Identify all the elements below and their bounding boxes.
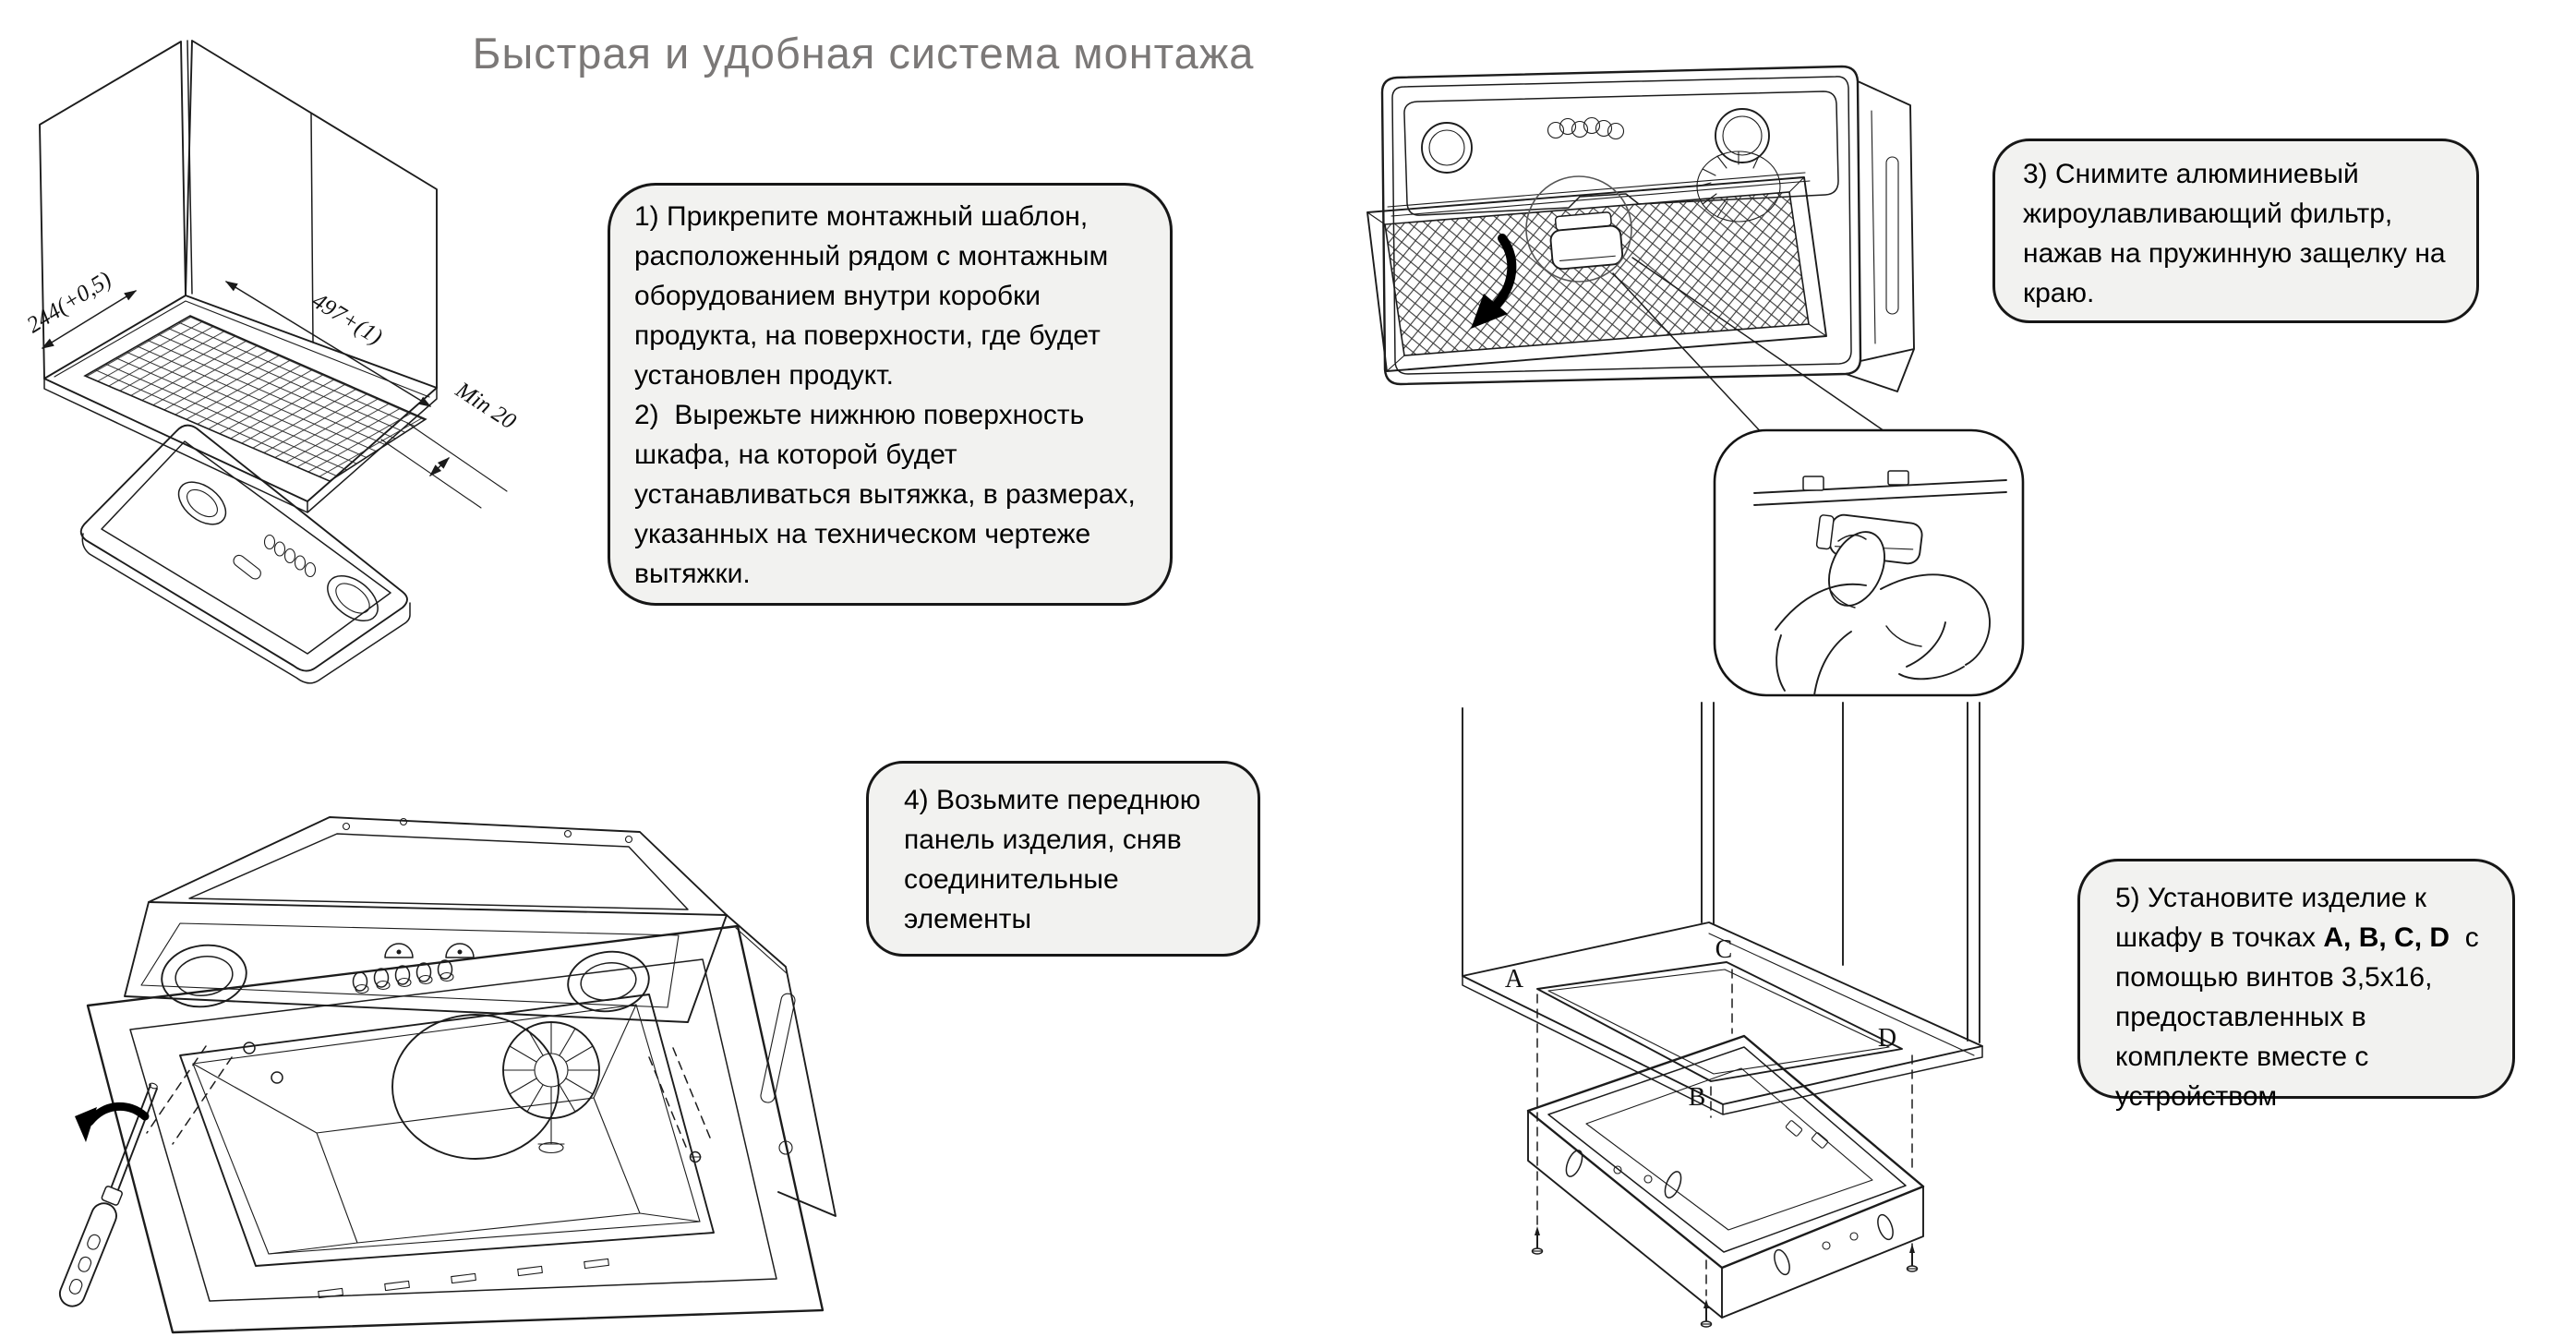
- cabinet-walls: [1463, 703, 1980, 1042]
- step-4-text: 4) Возьмите переднюю панель изделия, сняв соединительные элементы: [904, 785, 1209, 934]
- instruction-bubble-step-5: [2077, 859, 2515, 1112]
- step-5-suffix: с помощью винтов 3,5x16, предоставленных в комплекте вместе с устройством: [2115, 922, 2487, 1112]
- hood-latch-slot: [232, 553, 263, 581]
- step-1-text: 1) Прикрепите монтажный шаблон, расположенный рядом с монтажным оборудованием внутри коробки продукта, на поверхности, где будет установлен продукт.: [634, 201, 1116, 391]
- hood-body-under-cabinet: [81, 426, 410, 683]
- hood-lamp: [1715, 109, 1769, 163]
- step-5-prefix: 5) Установите изделие к шкафу в точках: [2115, 883, 2435, 953]
- instruction-bubble-step-1-2: [608, 183, 1173, 606]
- illustration-filter-removal: [1343, 18, 2031, 702]
- instruction-bubble-step-3: [1992, 139, 2479, 323]
- mount-point-b-label: B: [1688, 1083, 1706, 1112]
- hood-interior-opening: [180, 994, 714, 1266]
- hood-control-buttons: [1548, 118, 1624, 139]
- dimension-min-clearance: [381, 377, 521, 508]
- step-5-points: A, B, C, D: [2323, 922, 2450, 953]
- instruction-bubble-step-4: [866, 761, 1260, 957]
- illustration-cabinet-cutout: [14, 7, 577, 718]
- hood-control-buttons: [354, 960, 454, 994]
- blower-fan: [503, 1022, 599, 1153]
- step-5-text: [2115, 878, 2507, 1116]
- step-3-text: 3) Снимите алюминиевый жироулавливающий фильтр, нажав на пружинную защелку на краю.: [2023, 159, 2453, 308]
- mount-point-c-label: C: [1715, 935, 1733, 964]
- dimension-depth-label: 244(+0,5): [22, 267, 116, 339]
- grease-filter-panel: [1367, 177, 1826, 371]
- latch-detail-callout: [1715, 430, 2023, 695]
- screw-guide-lines: [147, 1042, 712, 1162]
- illustration-front-panel-removal: [42, 734, 877, 1337]
- illustration-mounting-points: [1459, 697, 2073, 1337]
- page-title: Быстрая и удобная система монтажа: [472, 29, 1255, 78]
- unscrew-rotation-arrow-icon: [75, 1106, 145, 1142]
- hood-casing-top: [149, 817, 727, 915]
- hood-lamp: [171, 474, 234, 533]
- hood-right-side: [727, 915, 836, 1216]
- cutout-opening: [1537, 962, 1902, 1081]
- mount-point-a-label: A: [1504, 965, 1524, 994]
- bottom-rim-slots: [319, 1259, 609, 1297]
- hood-lamp: [1422, 123, 1472, 173]
- dimension-width-label: 497+(1): [307, 288, 387, 350]
- hood-front-rim: [88, 926, 823, 1332]
- mounting-screws: [1533, 1226, 1918, 1327]
- dimension-clearance-label: Min 20: [451, 377, 521, 435]
- mount-point-d-label: D: [1877, 1024, 1897, 1053]
- dimension-depth: [23, 267, 136, 348]
- hood-control-buttons: [265, 536, 316, 577]
- step-2-text: 2) Вырежьте нижнюю поверхность шкафа, на которой будет устанавливаться вытяжка, в размерах, указанных на техническом чертеже вытяжки.: [634, 400, 1144, 589]
